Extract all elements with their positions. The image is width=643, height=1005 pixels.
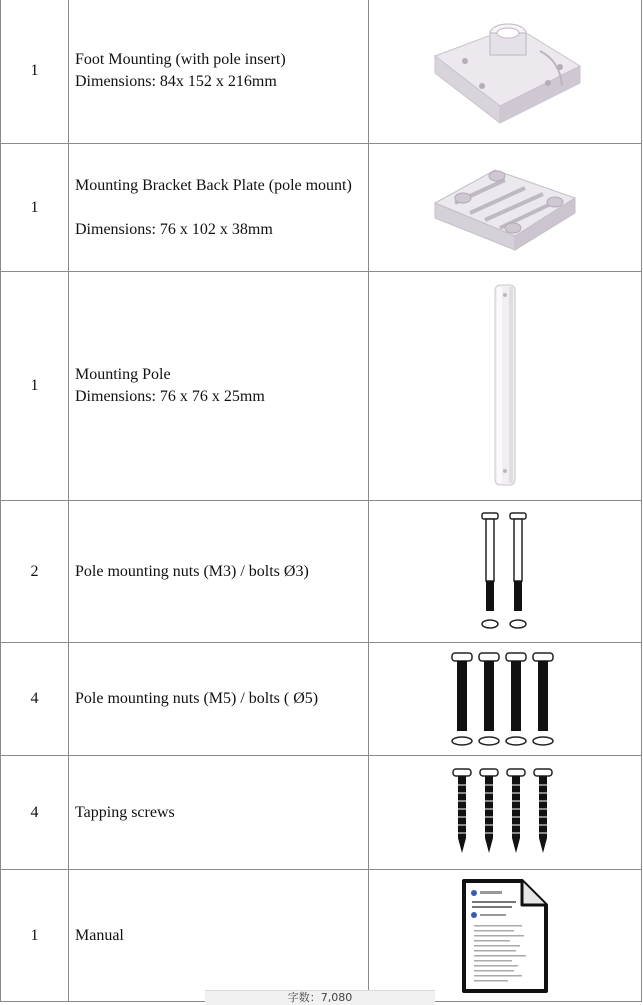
foot-mount-icon <box>420 11 590 131</box>
item-name: Mounting Pole <box>75 366 171 383</box>
quantity-cell: 2 <box>1 501 69 643</box>
item-name: Tapping screws <box>75 803 175 821</box>
item-name: Pole mounting nuts (M5) / bolts ( Ø5) <box>75 690 319 707</box>
quantity-cell: 1 <box>1 144 69 272</box>
table-row <box>1 501 642 643</box>
description-cell <box>69 756 369 870</box>
item-dimensions: Dimensions: 76 x 102 x 38mm <box>75 220 273 238</box>
table-row <box>1 144 642 272</box>
description-cell <box>69 643 369 756</box>
item-dimensions: Dimensions: 76 x 76 x 25mm <box>75 388 265 405</box>
manual-document-icon <box>460 877 550 995</box>
image-cell <box>369 870 642 1002</box>
description-cell <box>69 0 369 144</box>
image-cell <box>369 0 642 144</box>
description-cell <box>69 144 369 272</box>
quantity-cell: 1 <box>1 272 69 501</box>
item-name: Manual <box>75 926 124 944</box>
image-cell <box>369 501 642 643</box>
quantity-cell: 1 <box>1 0 69 144</box>
image-cell <box>369 756 642 870</box>
image-cell <box>369 272 642 501</box>
table-row <box>1 272 642 501</box>
quantity-cell: 4 <box>1 756 69 870</box>
description-cell <box>69 501 369 643</box>
bracket-plate-icon <box>425 158 585 258</box>
item-name: Foot Mounting (with pole insert) <box>75 51 286 68</box>
item-name: Mounting Bracket Back Plate (pole mount) <box>75 176 352 194</box>
image-cell <box>369 643 642 756</box>
table-row <box>1 756 642 870</box>
item-dimensions: Dimensions: 84x 152 x 216mm <box>75 73 277 90</box>
description-cell <box>69 870 369 1002</box>
m5-bolts-icon <box>450 649 560 749</box>
image-cell <box>369 144 642 272</box>
table-row <box>1 643 642 756</box>
description-cell <box>69 272 369 501</box>
table-row <box>1 0 642 144</box>
quantity-cell: 1 <box>1 870 69 1002</box>
m3-bolts-icon <box>475 509 535 634</box>
word-count-bar: 字数：7,080 <box>205 990 435 1005</box>
item-name: Pole mounting nuts (M3) / bolts Ø3) <box>75 562 309 580</box>
pole-icon <box>485 281 525 491</box>
tapping-screws-icon <box>450 763 560 863</box>
table-row <box>1 870 642 1002</box>
quantity-cell: 4 <box>1 643 69 756</box>
